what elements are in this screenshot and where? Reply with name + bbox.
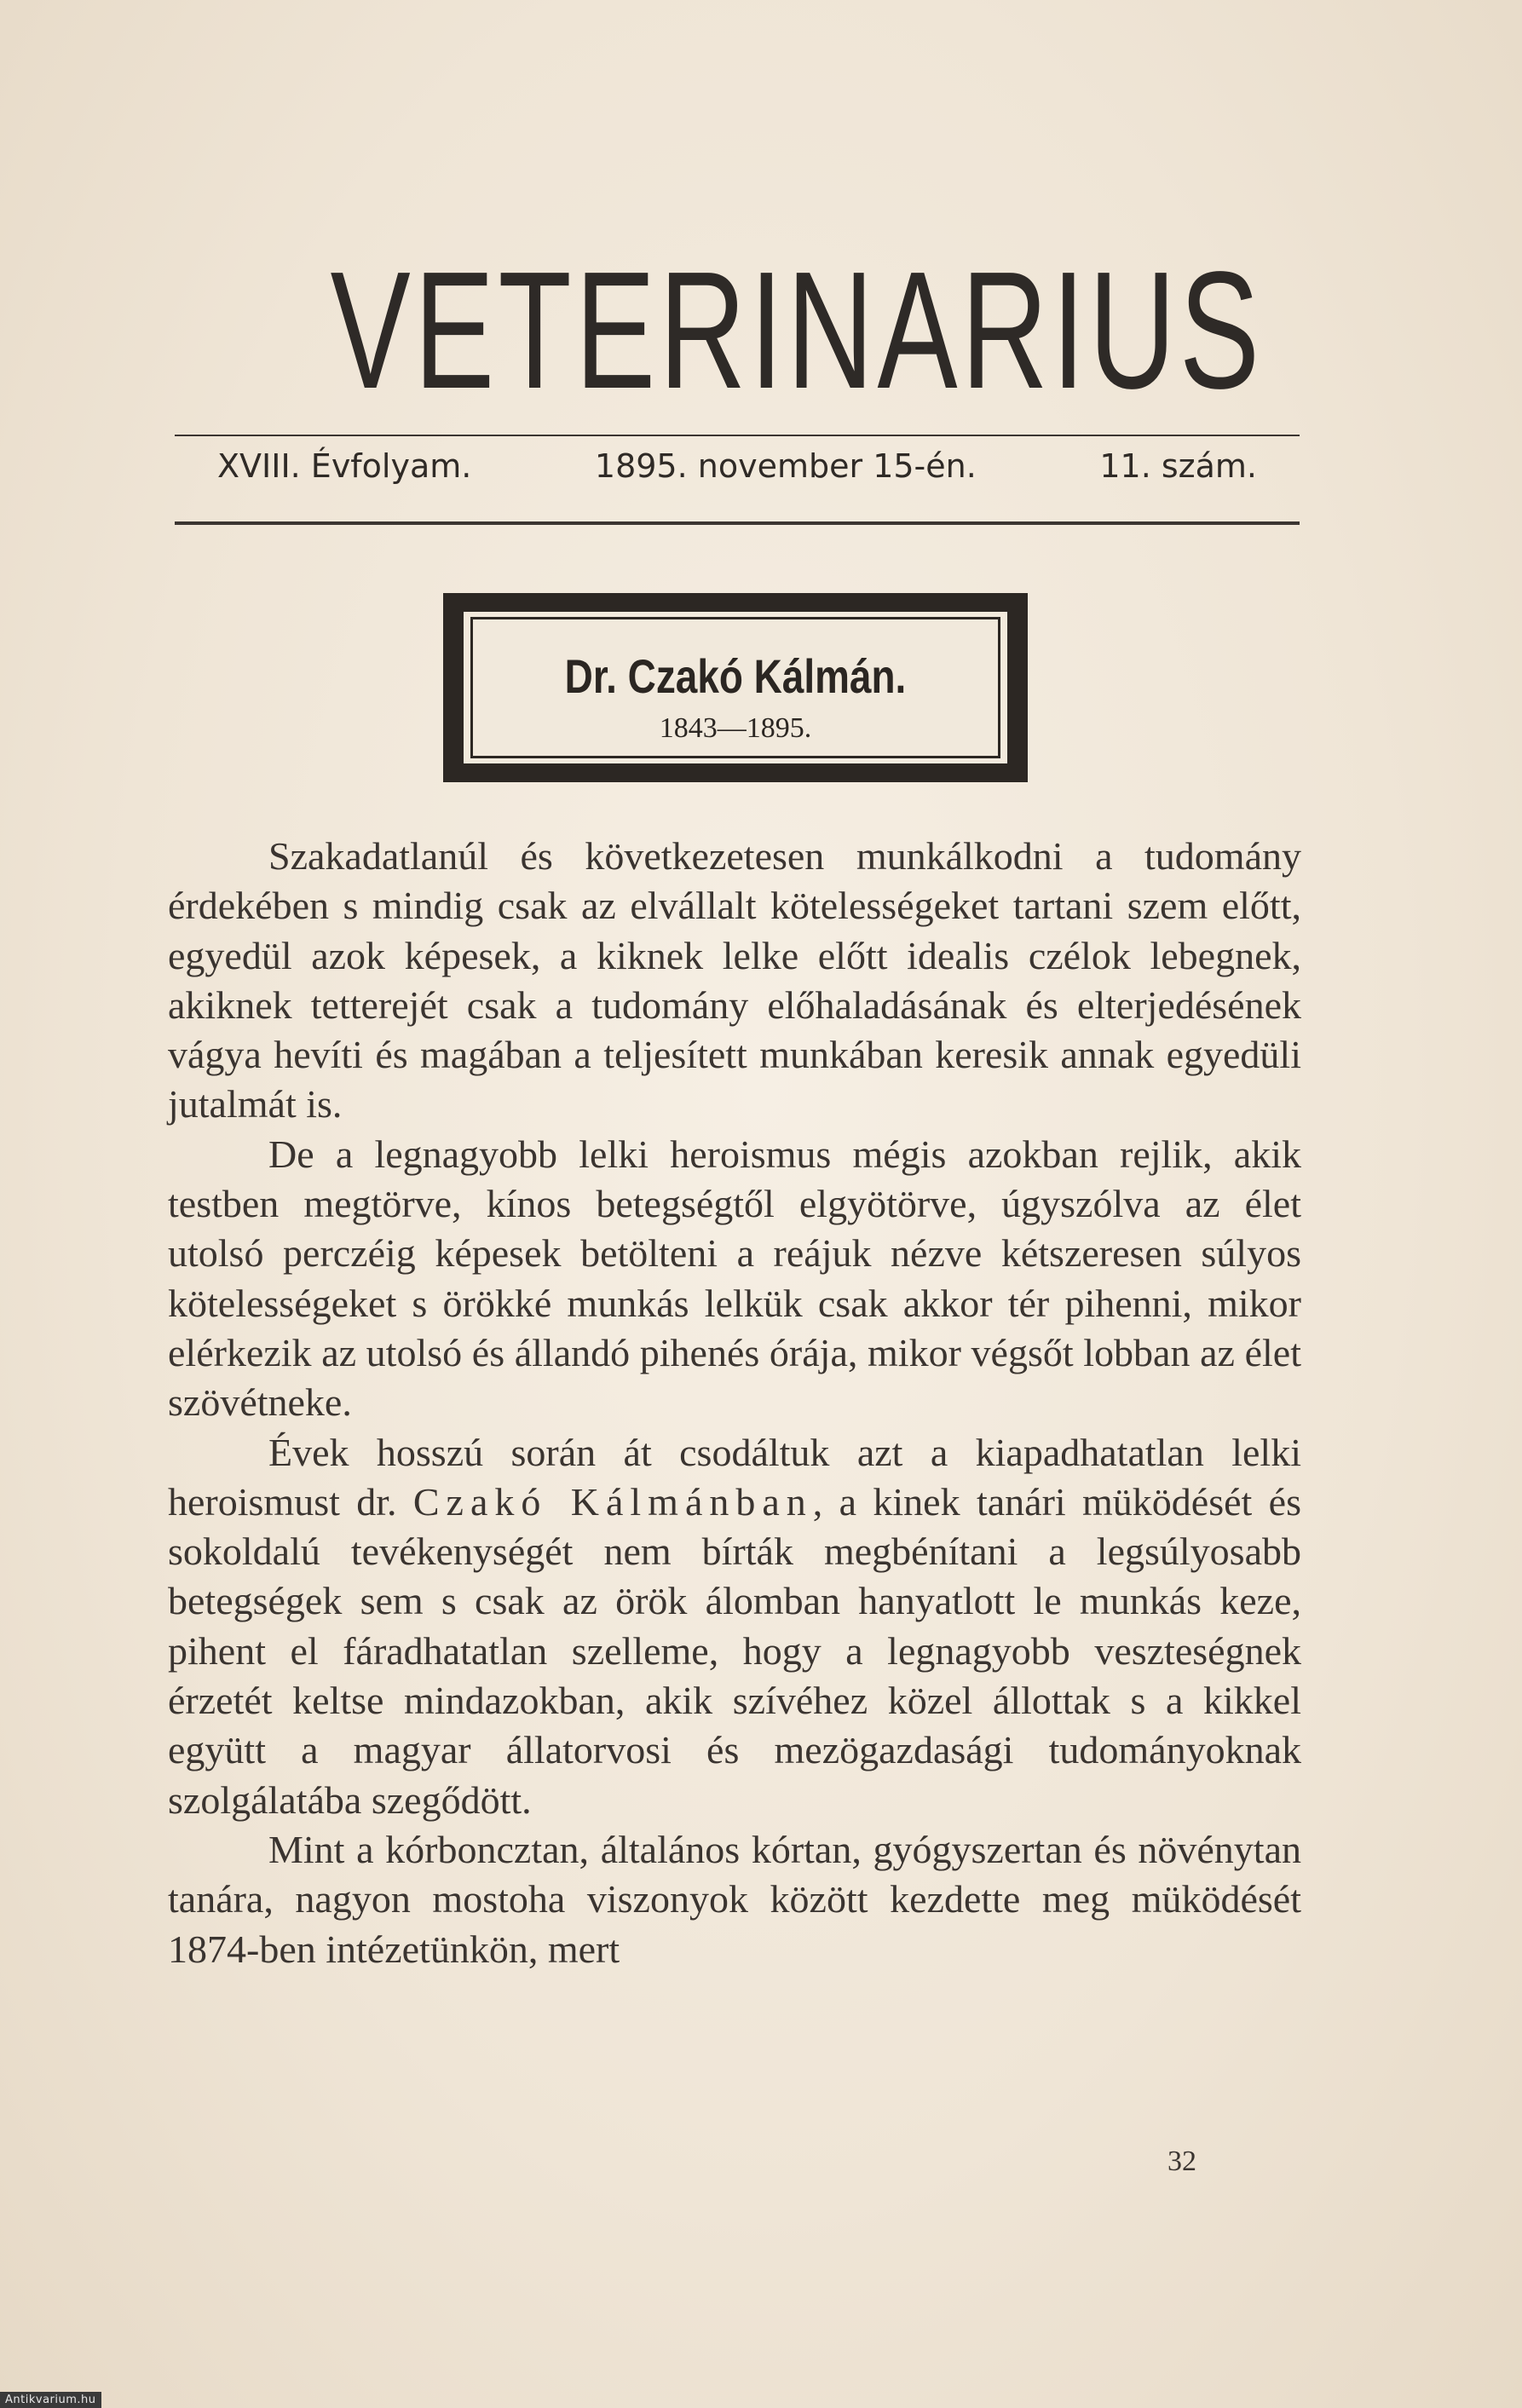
watermark-label: Antikvarium.hu <box>0 2392 101 2408</box>
page-number: 32 <box>1167 2146 1196 2177</box>
journal-title: VETERINARIUS <box>330 237 1264 423</box>
header-rule-top <box>175 435 1300 436</box>
paragraph-3 <box>168 1428 1301 1825</box>
obituary-box <box>470 617 1000 758</box>
issue-volume: XVIII. Évfolyam. <box>217 447 472 485</box>
article-body <box>168 832 1301 1974</box>
paragraph-3-end: , a kinek tanári müködését és sokoldalú tevékenységét nem bírták megbénítani a legsúlyosabb betegségek sem s csak az örök álomban hanyatlott le munkás keze, pihent el fáradhatatlan szelleme, hogy a legnagyobb veszteségnek érzetét keltse mindazokban, akik szívéhez közel állottak s a kikkel együtt a magyar állatorvosi és mezögazdasági tudományoknak szolgálatába szegődött. <box>168 1479 1301 1822</box>
header-rule-bottom <box>175 521 1300 525</box>
issue-date: 1895. november 15-én. <box>594 447 977 485</box>
obituary-frame <box>443 593 1028 782</box>
paragraph-3-start: Évek hosszú során át csodáltuk azt a kiapadhatatlan lelki heroismust dr. <box>168 1430 1301 1524</box>
issue-number: 11. szám. <box>1099 447 1257 485</box>
paragraph-2: De a legnagyobb lelki heroismus mégis azokban rejlik, akik testben megtörve, kínos betegségtől elgyötörve, úgyszólva az élet utolsó perczéig képesek betölteni a reájuk nézve kétszeresen súlyos kötelességeket s örökké munkás lelkük csak akkor tér pihenni, mikor elérkezik az utolsó és állandó pihenés órája, mikor végsőt lobban az élet szövétneke. <box>168 1132 1301 1425</box>
issue-line <box>175 447 1300 485</box>
spaced-name: Czakó Kálmánban <box>412 1479 813 1524</box>
paragraph-4: Mint a kórboncztan, általános kórtan, gyógyszertan és növénytan tanára, nagyon mostoha viszonyok között kezdette meg müködését 1874-ben intézetünkön, mert <box>168 1827 1301 1971</box>
obituary-name: Dr. Czakó Kálmán. <box>564 649 907 703</box>
obituary-years: 1843—1895. <box>659 712 812 744</box>
paragraph-1: Szakadatlanúl és következetesen munkálkodni a tudomány érdekében s mindig csak az elvállalt kötelességeket tartani szem előtt, egyedül azok képesek, a kiknek lelke előtt idealis czélok lebegnek, akiknek tetterejét csak a tudomány előhaladásának és elterjedésének vágya hevíti és magában a teljesített munkában keresik annak egyedüli jutalmát is. <box>168 834 1301 1126</box>
